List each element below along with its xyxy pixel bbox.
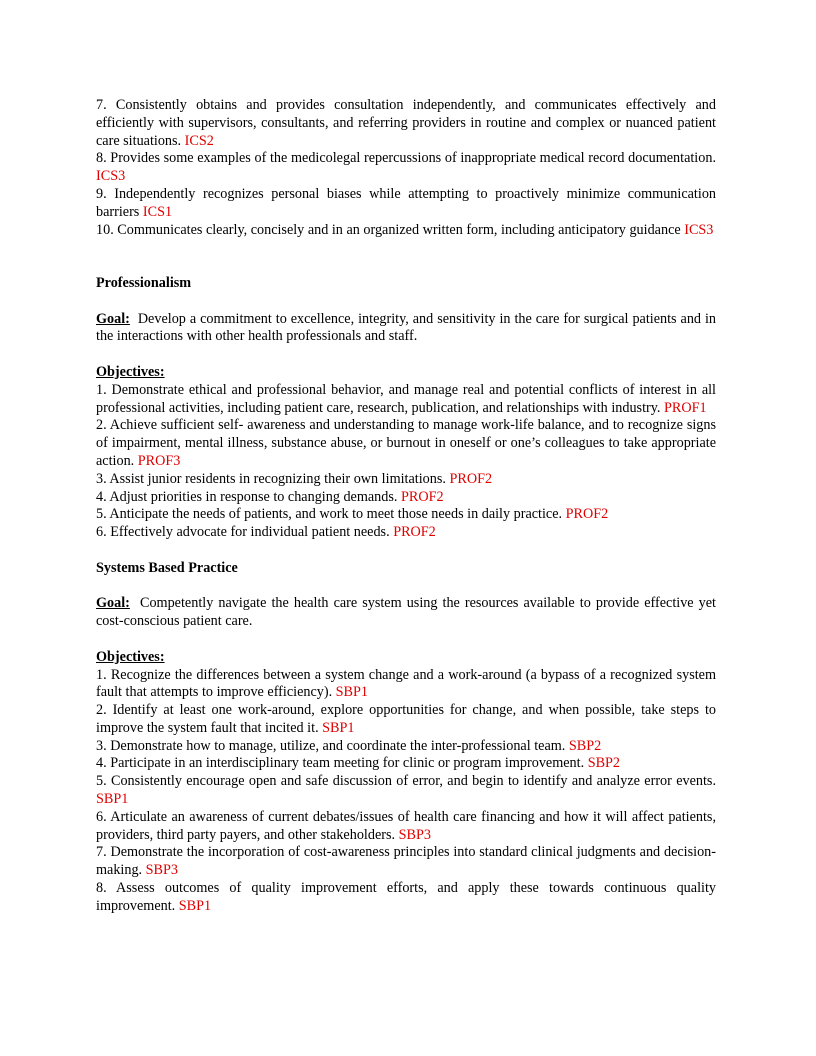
competency-code: PROF2 <box>401 488 444 505</box>
list-item: 3. Assist junior residents in recognizing their own limitations. PROF2 <box>96 470 493 487</box>
list-item: 8. Assess outcomes of quality improvement efforts, and apply these towards continuous quality improvement. SBP1 <box>96 880 716 914</box>
professionalism-section <box>96 275 716 542</box>
competency-code: SBP1 <box>96 791 129 808</box>
list-item: 1. Demonstrate ethical and professional behavior, and manage real and potential conflicts of interest in all professional activities, including patient care, research, publication, and relationships with industry. PROF1 <box>96 381 716 416</box>
goal-paragraph: Goal: Competently navigate the health care system using the resources available to provide effective yet cost-conscious patient care. <box>96 595 716 630</box>
list-item: 4. Adjust priorities in response to changing demands. PROF2 <box>96 488 444 505</box>
goal-label: Goal: <box>96 310 130 327</box>
competency-code: SBP1 <box>335 684 369 701</box>
section-heading: Professionalism <box>96 274 192 291</box>
competency-code: SBP2 <box>568 737 602 754</box>
list-item: 7. Consistently obtains and provides consultation independently, and communicates effectively and efficiently with supervisors, consultants, and referring providers in routine and complex or nuanced patient care situations. ICS2 <box>96 97 716 149</box>
list-item: 10. Communicates clearly, concisely and in an organized written form, including anticipatory guidance ICS3 <box>96 221 714 238</box>
competency-code: SBP2 <box>587 755 621 772</box>
competency-code: PROF2 <box>393 524 436 541</box>
objectives-label: Objectives: <box>96 648 165 665</box>
list-item: 6. Effectively advocate for individual patient needs. PROF2 <box>96 524 436 541</box>
competency-code: PROF2 <box>449 470 493 487</box>
goal-label: Goal: <box>96 595 130 612</box>
objectives-list <box>96 667 716 916</box>
objectives-list <box>96 382 716 542</box>
document-page <box>96 97 716 916</box>
competency-code: PROF1 <box>664 399 707 416</box>
list-item: 3. Demonstrate how to manage, utilize, and coordinate the inter-professional team. SBP2 <box>96 737 602 754</box>
competency-code: PROF2 <box>565 506 609 523</box>
competency-code: SBP3 <box>398 826 431 843</box>
list-item: 2. Identify at least one work-around, explore opportunities for change, and when possible, take steps to improve the system fault that incited it. SBP1 <box>96 702 716 736</box>
competency-code: PROF3 <box>137 452 181 469</box>
competency-code: SBP1 <box>178 897 212 914</box>
list-item: 9. Independently recognizes personal biases while attempting to proactively minimize communication barriers ICS1 <box>96 185 716 220</box>
systems-based-practice-section <box>96 560 716 916</box>
section-heading: Systems Based Practice <box>96 559 238 576</box>
list-item: 5. Anticipate the needs of patients, and work to meet those needs in daily practice. PROF2 <box>96 506 609 523</box>
competency-code: SBP3 <box>145 862 178 879</box>
objectives-label: Objectives: <box>96 363 165 380</box>
list-item: 5. Consistently encourage open and safe discussion of error, and begin to identify and analyze error events. SBP1 <box>96 773 716 808</box>
competency-code: ICS3 <box>96 168 126 185</box>
competency-code: ICS1 <box>142 203 173 220</box>
list-item: 4. Participate in an interdisciplinary team meeting for clinic or program improvement. SBP2 <box>96 755 621 772</box>
goal-paragraph: Goal: Develop a commitment to excellence, integrity, and sensitivity in the care for surgical patients and in the interactions with other health professionals and staff. <box>96 310 716 345</box>
list-item: 2. Achieve sufficient self- awareness and understanding to manage work-life balance, and to recognize signs of impairment, mental illness, substance abuse, or burnout in oneself or one’s colleagues to take appropriate action. PROF3 <box>96 417 716 469</box>
continued-list <box>96 97 716 239</box>
competency-code: SBP1 <box>322 719 355 736</box>
list-item: 7. Demonstrate the incorporation of cost-awareness principles into standard clinical judgments and decision-making. SBP3 <box>96 844 716 879</box>
competency-code: ICS3 <box>684 221 714 238</box>
list-item: 8. Provides some examples of the medicolegal repercussions of inappropriate medical record documentation. ICS3 <box>96 150 716 185</box>
list-item: 1. Recognize the differences between a system change and a work-around (a bypass of a recognized system fault that attempts to improve efficiency). SBP1 <box>96 666 716 701</box>
competency-code: ICS2 <box>184 132 214 149</box>
list-item: 6. Articulate an awareness of current debates/issues of health care financing and how it will affect patients, providers, third party payers, and other stakeholders. SBP3 <box>96 808 716 843</box>
